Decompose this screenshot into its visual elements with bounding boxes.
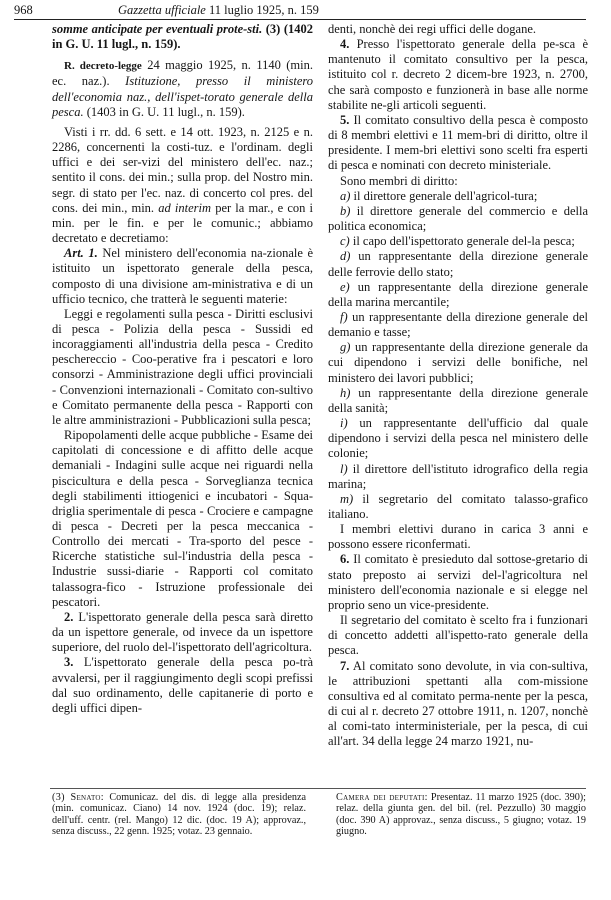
member-text: il direttore dell'istituto idrografico della regia marina; — [328, 461, 588, 491]
right-column — [328, 22, 588, 750]
footnote-senate-text: Comunicaz. del dis. di legge alla presidenza (min. comunicaz. Ciano) 14 nov. 1924 (doc. 19); relaz. dell'uff. centr. (rel. Mango) 12 dic. (doc. 19 A); approvaz., senza discuss., 22 genn. 1925; votaz. 23 gennaio. — [52, 792, 306, 837]
member-item — [328, 234, 588, 249]
member-item — [328, 280, 588, 310]
decree-date: 24 maggio 1925, n. 1140 (min. ec. naz.). — [52, 58, 314, 89]
member-text: un rappresentante della direzione generale delle ferrovie dello stato; — [328, 249, 589, 279]
previous-item-end — [52, 22, 313, 52]
article-3 — [52, 655, 313, 716]
article-4-label: 4. — [340, 37, 350, 52]
member-letter: d) — [340, 249, 351, 264]
member-letter: b) — [340, 203, 351, 218]
running-title — [118, 3, 319, 18]
footnote-senate-label: (3) Senato: — [52, 792, 104, 803]
decree-heading — [52, 58, 313, 120]
page-number: 968 — [14, 3, 33, 17]
footnote-chamber-text: Presentaz. 11 marzo 1925 (doc. 390); relaz. della giunta gen. del bil. (rel. Pezzullo) 30 maggio (doc. 390 A) approvaz., senza discuss., 5 giugno; votaz. 19 giugno. — [336, 792, 587, 837]
article-2 — [52, 610, 313, 655]
member-letter: g) — [340, 340, 351, 355]
member-item — [328, 462, 588, 492]
article-4-text: Presso l'ispettorato generale della pe-sca è mantenuto il comitato consultivo per la pesca, istituito col r. decreto 2 dicem-bre 1923, n. 2700, che sarà composto e funzionerà in base alle norme stabilite ne-gli articoli seguenti. — [328, 37, 588, 112]
article-5 — [328, 113, 588, 174]
member-text: un rappresentante della direzione generale della sanità; — [328, 385, 589, 415]
journal-name: Gazzetta ufficiale — [118, 3, 206, 17]
subjects-admin: Leggi e regolamenti sulla pesca - Diritti esclusivi di pesca - Polizia della pesca - Sussidi ed incoraggiamenti all'industria della pesca - Credito peschereccio - Coo-perative fra i pescatori e loro consorzi - Amministrazione degli uffici provinciali - Convenzioni internazionali - Comitato con-sultivo e Comitato permanente della pesca - Rapporti con le altre amministrazioni - Pubblicazioni sulla pesca; — [52, 306, 313, 427]
article-2-text: L'ispettorato generale della pesca sarà diretto da un ispettore generale, od invece da un ispettore superiore, del ruolo del-l'ispettorato dell'agricoltura. — [52, 609, 314, 655]
article-6 — [328, 552, 588, 613]
member-item — [328, 386, 588, 416]
preamble — [52, 125, 313, 246]
member-text: il segretario del comitato talasso-grafico italiano. — [328, 491, 589, 521]
article-5-text: Il comitato consultivo della pesca è composto di 8 membri elettivi e 11 mem-bri di diritto, oltre il presidente. I mem-bri elettivi sono scelti fra esperti di pesca e nominati con decreto ministeriale. — [328, 112, 588, 173]
member-item — [328, 189, 588, 204]
article-2-label: 2. — [64, 609, 74, 624]
footnote-rule — [50, 788, 586, 789]
member-item — [328, 249, 588, 279]
member-letter: f) — [340, 309, 348, 324]
member-text: il direttore generale dell'agricol-tura; — [353, 188, 538, 203]
previous-item-ref: (3) (1402 in G. U. 11 lugl., n. 159). — [52, 22, 313, 52]
member-letter: i) — [340, 416, 348, 431]
elective-term: I membri elettivi durano in carica 3 anni e possono essere riconfermati. — [328, 522, 588, 552]
left-column — [52, 22, 313, 716]
member-text: il direttore generale del commercio e della politica economica; — [328, 203, 588, 234]
preamble-end: per la mar., e con i min. per le fin. e per le comunic.; abbiamo decretato e decretiamo: — [52, 200, 314, 246]
article-6-text: Il comitato è presieduto dal sottose-gretario di stato preposto ai servizi del-l'agricoltura nel ministero dell'economia nazionale e si elegge nel proprio seno un vice-presidente. — [328, 552, 588, 612]
footnote-chamber — [336, 792, 586, 837]
committee-secretary: Il segretario del comitato è scelto fra i funzionari di concetto addetti all'ispetto-rato generale della pesca. — [328, 613, 588, 658]
decree-ref: (1403 in G. U. 11 lugl., n. 159). — [86, 104, 245, 119]
member-text: un rappresentante della direzione generale della marina mercantile; — [328, 279, 589, 309]
member-text: un rappresentante della direzione generale da cui dipendono i servizi delle bonifiche, nel ministero dei lavori pubblici; — [328, 340, 588, 385]
member-item — [328, 416, 588, 461]
issue-date: 11 luglio 1925, n. 159 — [208, 3, 319, 17]
member-letter: a) — [340, 188, 351, 203]
member-item — [328, 492, 588, 522]
article-7 — [328, 659, 588, 750]
decree-mark: R. decreto-legge — [64, 60, 142, 73]
member-item — [328, 340, 588, 385]
member-text: un rappresentante della direzione generale del demanio e tasse; — [328, 309, 588, 340]
article-7-text: Al comitato sono devolute, in via con-sultiva, le attribuzioni spettanti alla com-missione consultiva ed al comitato perma-nente per la pesca, di cui al r. decreto 27 ottobre 1911, n. 1207, nonchè al comi-tato interministeriale, per la pesca, di cui all'art. 34 della legge 24 marzo 1921, nu- — [328, 658, 588, 749]
members-list — [328, 189, 588, 522]
ad-interim: ad interim — [158, 200, 212, 215]
decree-title: Istituzione, presso il ministero dell'economia naz., dell'ispet-torato generale della pesca. — [52, 74, 314, 119]
preamble-text: Visti i rr. dd. 6 sett. e 14 ott. 1923, n. 2125 e n. 2286, concernenti la costi-tuz. e l'ordinam. degli uffici e dei ser-vizi del ministero dell'ec. naz.; sentito il cons. dei min.; sulla prop. del Nostro min. segr. di stato per l'ec. naz. di concerto col pres. del cons. dei min., min. — [52, 124, 313, 215]
member-text: il capo dell'ispettorato generale del-la pesca; — [352, 234, 575, 249]
page-header — [14, 3, 584, 19]
continuation: denti, nonchè dei regi uffici delle dogane. — [328, 22, 537, 36]
article-1-text: Nel ministero dell'economia na-zionale è istituito un ispettorato generale della pesca, composto di una divisione am-ministrativa e di un ufficio tecnico, che tratterà le seguenti materie: — [52, 246, 314, 306]
article-3-text: L'ispettorato generale della pesca po-trà avvalersi, per il raggiungimento degli scopi prefissi dal suo ordinamento, delle capitanerie di porto e degli uffici dipen- — [52, 655, 313, 715]
article-1-label: Art. 1. — [64, 246, 98, 261]
members-intro: Sono membri di diritto: — [340, 173, 458, 188]
article-7-label: 7. — [340, 658, 350, 673]
article-6-label: 6. — [340, 552, 350, 567]
footnote-senate — [52, 792, 306, 837]
member-item — [328, 204, 588, 234]
subjects-technical: Ripopolamenti delle acque pubbliche - Esame dei capitolati di concessione e di affitto delle acque demaniali - Indagini sulle acque nei riguardi nella piscicultura e della pesca - Sorveglianza tecnica degli stabilimenti ittiogenici e incubatori - Squa-driglia sperimentale di pesca - Crociere e campagne di pesca - Decreti per la pesca meccanica - Controllo dei mercati - Tra-sporto del pesce - Ricerche statistiche sul-l'industria della pesca - Industrie sussi-diarie - Rapporti col comitato talassogra-fico - Istruzione professionale dei pescatori. — [52, 428, 313, 609]
member-letter: m) — [340, 491, 354, 506]
footnote-chamber-label: Camera dei deputati: — [336, 792, 428, 803]
member-item — [328, 310, 588, 340]
member-letter: h) — [340, 385, 351, 400]
member-letter: l) — [340, 461, 348, 476]
article-5-label: 5. — [340, 112, 350, 127]
member-text: un rappresentante dell'ufficio dal quale dipendono i servizi della pesca nel ministero delle colonie; — [328, 416, 589, 461]
article-4 — [328, 37, 588, 113]
member-letter: e) — [340, 279, 350, 294]
article-3-label: 3. — [64, 655, 74, 670]
article-1 — [52, 246, 313, 307]
header-rule — [14, 19, 586, 20]
member-letter: c) — [340, 234, 350, 249]
previous-item-italic: somme anticipate per eventuali prote-sti. — [52, 22, 263, 36]
